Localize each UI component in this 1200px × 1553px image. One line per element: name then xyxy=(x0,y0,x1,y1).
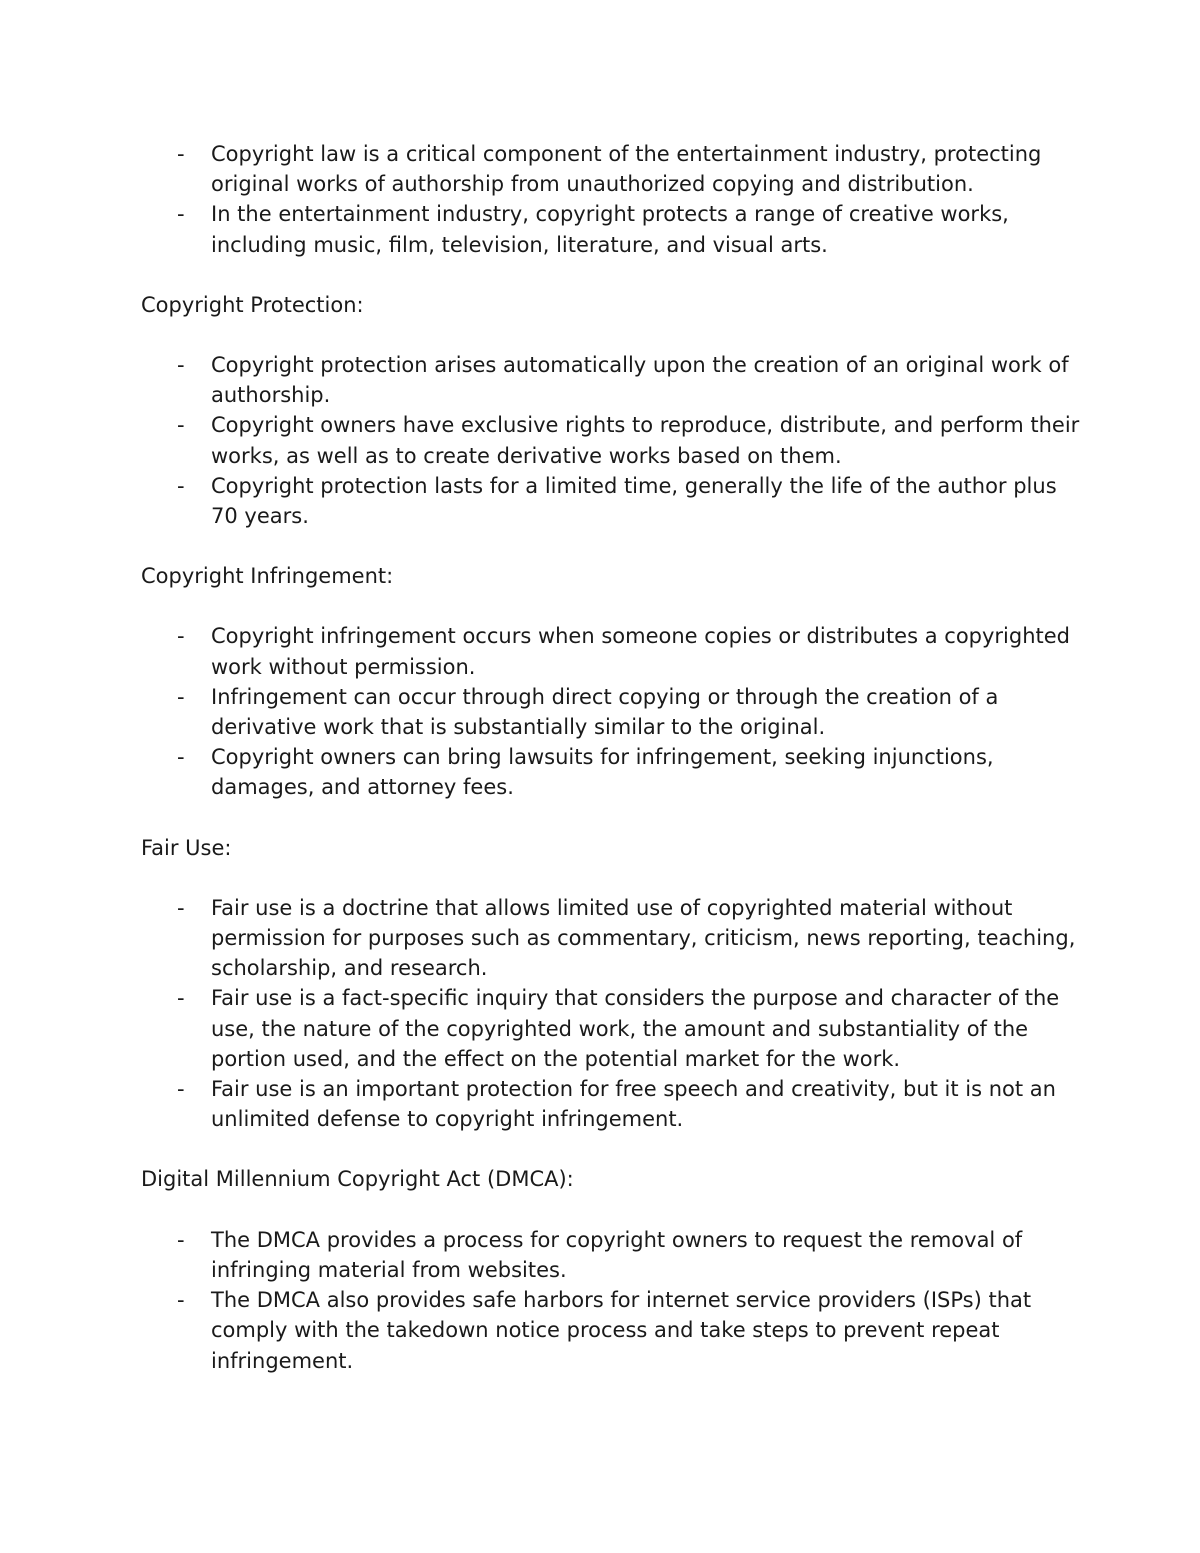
section-heading-fair-use: Fair Use: xyxy=(141,835,232,860)
list-item xyxy=(141,1225,1081,1285)
list-item-text: Copyright law is a critical component of the entertainment industry, protecting original works of authorship from unauthorized copying and distribution. xyxy=(211,142,1042,197)
section-list-copyright-protection xyxy=(141,350,1081,531)
list-item-text: In the entertainment industry, copyright protects a range of creative works, including music, film, television, literature, and visual arts. xyxy=(211,202,1009,257)
document-body xyxy=(141,139,1081,1376)
list-item xyxy=(141,983,1081,1074)
section-heading-copyright-protection: Copyright Protection: xyxy=(141,292,364,317)
section-heading-copyright-infringement: Copyright Infringement: xyxy=(141,564,394,589)
list-item-text: Copyright infringement occurs when someone copies or distributes a copyrighted work without permission. xyxy=(211,624,1071,679)
bullet-dash: - xyxy=(177,1077,185,1102)
bullet-dash: - xyxy=(177,684,185,709)
list-item xyxy=(141,682,1081,742)
list-item xyxy=(141,1285,1081,1376)
list-item-text: Copyright protection arises automatically upon the creation of an original work of authorship. xyxy=(211,353,1069,408)
bullet-dash: - xyxy=(177,745,185,770)
list-item xyxy=(141,893,1081,984)
bullet-dash: - xyxy=(177,473,185,498)
bullet-dash: - xyxy=(177,1288,185,1313)
list-item-text: Copyright protection lasts for a limited time, generally the life of the author plus 70 years. xyxy=(211,473,1057,529)
bullet-dash: - xyxy=(177,624,185,649)
list-item-text: The DMCA provides a process for copyright owners to request the removal of infringing material from websites. xyxy=(211,1227,1023,1282)
list-item-text: Fair use is a fact-specific inquiry that considers the purpose and character of the use, the nature of the copyrighted work, the amount and substantiality of the portion used, and the effect on the potential market for the work. xyxy=(211,986,1060,1071)
intro-list xyxy=(141,139,1081,260)
bullet-dash: - xyxy=(177,202,185,227)
list-item xyxy=(141,471,1081,531)
bullet-dash: - xyxy=(177,142,185,166)
list-item xyxy=(141,621,1081,681)
list-item xyxy=(141,742,1081,802)
bullet-dash: - xyxy=(177,895,185,920)
list-item-text: Copyright owners have exclusive rights to reproduce, distribute, and perform their works, as well as to create derivative works based on them. xyxy=(211,413,1080,468)
bullet-dash: - xyxy=(177,1227,185,1252)
list-item xyxy=(141,139,1081,199)
list-item xyxy=(141,350,1081,410)
section-heading-dmca: Digital Millennium Copyright Act (DMCA): xyxy=(141,1167,574,1192)
section-list-fair-use xyxy=(141,893,1081,1135)
list-item-text: Copyright owners can bring lawsuits for infringement, seeking injunctions, damages, and attorney fees. xyxy=(211,745,994,800)
bullet-dash: - xyxy=(177,353,185,378)
list-item xyxy=(141,199,1081,259)
bullet-dash: - xyxy=(177,413,185,438)
section-list-copyright-infringement xyxy=(141,621,1081,802)
section-list-dmca xyxy=(141,1225,1081,1376)
list-item xyxy=(141,410,1081,470)
list-item-text: Fair use is an important protection for free speech and creativity, but it is not an unlimited defense to copyright infringement. xyxy=(211,1077,1056,1132)
bullet-dash: - xyxy=(177,986,185,1011)
list-item-text: Infringement can occur through direct copying or through the creation of a derivative work that is substantially similar to the original. xyxy=(211,684,999,740)
list-item xyxy=(141,1074,1081,1134)
list-item-text: Fair use is a doctrine that allows limited use of copyrighted material without permission for purposes such as commentary, criticism, news reporting, teaching, scholarship, and research. xyxy=(211,895,1076,981)
list-item-text: The DMCA also provides safe harbors for internet service providers (ISPs) that comply with the takedown notice process and take steps to prevent repeat infringement. xyxy=(211,1288,1032,1373)
